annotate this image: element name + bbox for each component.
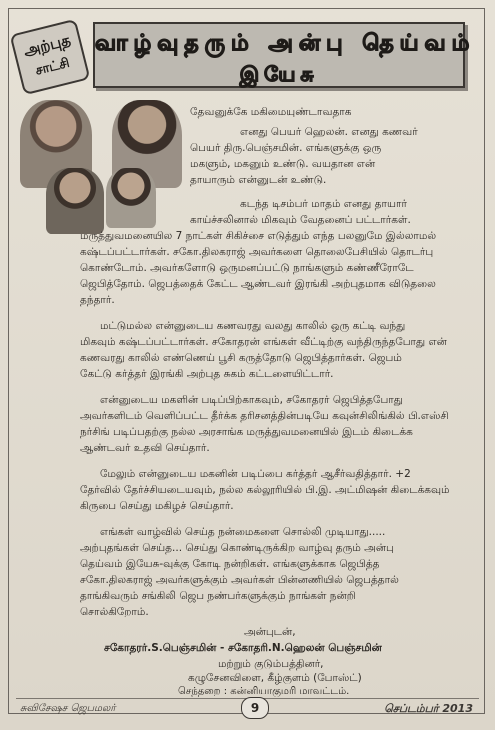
- para5-line-3: கிருபை செய்து மகிழச் செய்தார்.: [80, 500, 234, 512]
- para2-line-3: மருத்துவமனையில 7 நாட்கள் சிகிச்சை எடுத்தும் எந்த பலனுமே இல்லாமல்: [80, 230, 437, 242]
- family-photo: [16, 100, 176, 230]
- page-subtitle: இயேசு: [239, 62, 319, 86]
- badge-line-2: சாட்சி: [33, 55, 72, 79]
- para2-line-1: கடந்த டிசம்பர் மாதம் எனது தாயார்: [240, 198, 407, 210]
- page-number: 9: [241, 697, 269, 719]
- para3-line-3: கணவரது காலில் எண்ணெய் பூசி கருத்தோடு ஜெபித்தார்கள். ஜெபம்: [80, 352, 402, 364]
- para6-line-3: தெய்வம் இயேசு-வுக்கு கோடி நன்றிகள். எங்களுக்காக ஜெபித்த: [80, 558, 380, 570]
- para2-line-5: கொண்டோம். அவர்களோடு ஒருமனப்பட்டு நாங்களும் கண்ணீரோடே: [80, 262, 414, 274]
- para2-line-2: காய்ச்சலினால் மிகவும் வேதனைப் பட்டார்கள்.: [190, 214, 411, 226]
- signoff-greeting: அன்புடன்,: [244, 626, 296, 638]
- son-photo: [46, 168, 104, 234]
- para4-line-2: அவர்களிடம் வெளிப்பட்ட தீர்க்க தரிசனத்தின்படியே கவுன்சிலிங்கில் பி.எஸ்சி: [80, 410, 449, 422]
- para1-line-2: பெயர் திரு.பெஞ்சமின். எங்களுக்கு ஒரு: [190, 142, 382, 154]
- intro-line: தேவனுக்கே மகிமையுண்டாவதாக: [190, 106, 352, 118]
- para6-line-5: தாங்கிவரும் சங்கிலி ஜெப நண்பர்களுக்கும் நாங்கள் நன்றி: [80, 590, 356, 602]
- para4-line-1: என்னுடைய மகளின் படிப்பிற்காகவும், சகோதரர் ஜெபித்தபோது: [100, 394, 403, 406]
- magazine-name: சுவிசேஷச ஜெபமலர்: [20, 703, 116, 714]
- para6-line-4: சகோ.திலகராஜ் அவர்களுக்கும் அவர்கள் பின்னணியில் ஜெபத்தால்: [80, 574, 399, 586]
- para1-line-1: எனது பெயர் ஹெலன். எனது கணவர்: [240, 126, 418, 138]
- para3-line-4: கேட்டு கர்த்தர் இரங்கி அற்புத சுகம் கட்டளையிட்டார்.: [80, 368, 334, 380]
- para6-line-6: சொல்கிறோம்.: [80, 606, 149, 618]
- para3-line-2: மிகவும் கஷ்டப்பட்டார்கள். சகோதரன் எங்கள் வீட்டிற்கு வந்திருந்தபோது என்: [80, 336, 447, 348]
- signoff-address: கழுசேனவிளை, கீழ்குளம் (போஸ்ட்): [188, 672, 362, 684]
- para5-line-2: தேர்வில் தேர்ச்சியடையவும், நல்ல கல்லூரியில் பி.இ. அட்மிஷன் கிடைக்கவும்: [80, 484, 450, 496]
- para4-line-4: ஆண்டவர் உதவி செய்தார்.: [80, 442, 210, 454]
- page-title: வாழ்வுதரும் அன்பு தெய்வம்: [95, 30, 476, 56]
- para1-line-4: தாயாரும் என்னுடன் உண்டு.: [190, 174, 327, 186]
- para2-line-7: தந்தார்.: [80, 294, 115, 306]
- para6-line-2: அற்புதங்கள் செய்த... செய்து கொண்டிருக்கிற வாழ்வு தரும் அன்பு: [80, 542, 394, 554]
- para2-line-6: ஜெபித்தோம். ஜெபத்தைக் கேட்ட ஆண்டவர் இரங்கி அற்புதமாக விடுதலை: [80, 278, 436, 290]
- para1-line-3: மகளும், மகனும் உண்டு. வயதான என்: [190, 158, 376, 170]
- para4-line-3: நர்சிங் படிப்பதற்கு நல்ல அரசாங்க மருத்துவமனையில் இடம் கிடைக்க: [80, 426, 413, 438]
- para6-line-1: எங்கள் வாழ்வில் செய்த நன்மைகளை சொல்லி முடியாது.....: [100, 526, 386, 538]
- para5-line-1: மேலும் என்னுடைய மகனின் படிப்பை கர்த்தர் ஆசீர்வதித்தார். +2: [100, 468, 411, 480]
- signoff-family: மற்றும் குடும்பத்தினர்,: [218, 658, 324, 670]
- page-footer: [16, 698, 479, 721]
- para2-line-4: கஷ்டப்பட்டார்கள். சகோ.திலகராஜ் அவர்களை தொலைபேசியில் தொடர்பு: [80, 246, 434, 258]
- issue-date: செப்டம்பர் 2013: [384, 702, 473, 715]
- badge-line-1: அற்புத: [21, 30, 73, 60]
- daughter-photo: [106, 168, 156, 228]
- signoff-district: செந்தறை : கன்னியாகுமரி மாவட்டம்.: [178, 686, 350, 697]
- signoff-names: சகோதரர்.S.பெஞ்சமின் - சகோதரி.N.ஹெலன் பெஞ்சமின்: [104, 642, 382, 654]
- title-banner: [93, 22, 476, 88]
- para3-line-1: மட்டுமல்ல என்னுடைய கணவரது வலது காலில் ஒரு கட்டி வந்து: [100, 320, 406, 332]
